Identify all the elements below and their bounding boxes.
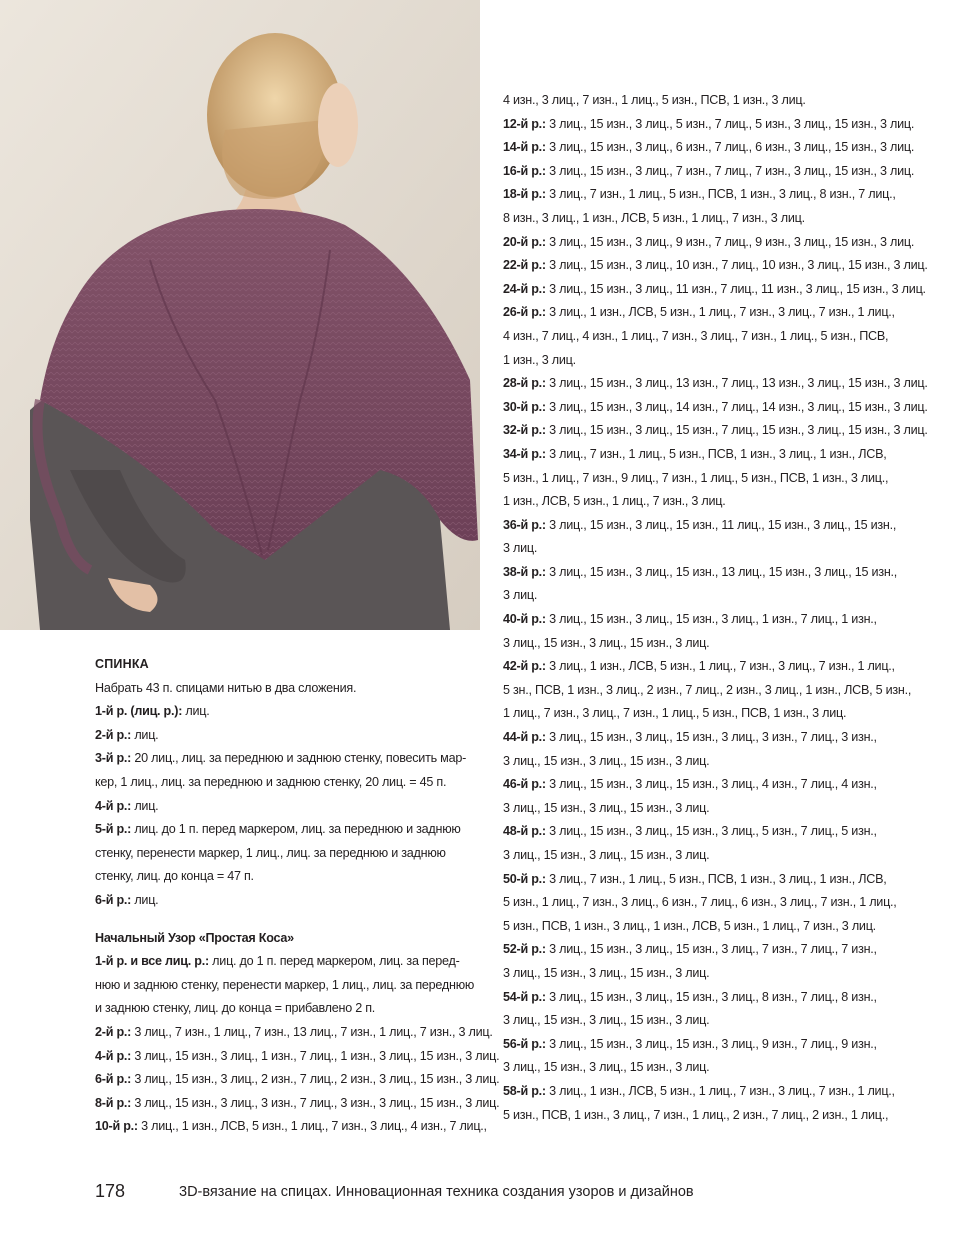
row-text: лиц. xyxy=(131,727,159,742)
instruction-line xyxy=(503,113,915,137)
row-label: 10-й р.: xyxy=(95,1119,138,1134)
row-label: 32-й р.: xyxy=(503,423,546,438)
row-text: 3 лиц., 1 изн., ЛСВ, 5 изн., 1 лиц., 7 изн., 3 лиц., 7 изн., 1 лиц., xyxy=(545,305,895,320)
model-photo xyxy=(0,0,480,630)
row-text: 3 лиц., 15 изн., 3 лиц., 15 изн., 7 лиц., 15 изн., 3 лиц., 15 изн., 3 лиц. xyxy=(545,423,928,438)
instruction-line xyxy=(503,278,926,302)
row-label: 14-й р.: xyxy=(503,140,546,155)
instruction-line xyxy=(95,700,480,724)
instruction-line xyxy=(503,372,928,396)
row-text: 3 лиц. xyxy=(503,588,538,603)
row-text: 3 лиц., 15 изн., 3 лиц., 14 изн., 7 лиц., 14 изн., 3 лиц., 15 изн., 3 лиц. xyxy=(545,399,928,414)
row-label: 48-й р.: xyxy=(503,824,546,839)
instruction-line xyxy=(95,818,480,842)
row-label: 30-й р.: xyxy=(503,399,546,414)
instruction-line xyxy=(503,514,903,538)
row-text: 5 изн., 1 лиц., 7 изн., 9 лиц., 7 изн., 1 лиц., 5 изн., ПСВ, 1 изн., 3 лиц., xyxy=(503,470,889,485)
row-label: 38-й р.: xyxy=(503,564,546,579)
row-text: 3 лиц., 15 изн., 3 лиц., 15 изн., 3 лиц., 1 изн., 7 лиц., 1 изн., xyxy=(545,612,877,627)
row-text: нюю и заднюю стенку, перенести маркер, 1 лиц., лиц. за переднюю xyxy=(95,977,475,992)
row-text: 3 лиц., 15 изн., 3 лиц., 15 изн., 3 лиц., 5 изн., 7 лиц., 5 изн., xyxy=(545,824,877,839)
instruction-line xyxy=(95,889,480,913)
instruction-line xyxy=(503,254,928,278)
book-title: 3D-вязание на спицах. Инновационная техника создания узоров и дизайнов xyxy=(179,1184,694,1200)
continued-instructions-list xyxy=(503,89,928,1127)
instruction-line xyxy=(503,561,903,585)
instruction-line xyxy=(95,1045,500,1069)
instruction-line xyxy=(503,349,903,373)
row-text: 3 лиц., 15 изн., 3 лиц., 15 изн., 3 лиц. xyxy=(503,965,710,980)
row-label: 22-й р.: xyxy=(503,258,546,273)
instruction-line xyxy=(503,915,903,939)
instruction-line xyxy=(503,467,903,491)
row-text: 3 лиц., 15 изн., 3 лиц., 5 изн., 7 лиц., 5 изн., 3 лиц., 15 изн., 3 лиц. xyxy=(545,116,915,131)
instruction-line xyxy=(503,726,903,750)
row-text: лиц. xyxy=(131,798,159,813)
instruction-line xyxy=(503,183,903,207)
row-text: 3 лиц., 15 изн., 3 лиц., 15 изн., 3 лиц. xyxy=(503,753,710,768)
row-text: 3 лиц., 15 изн., 3 лиц., 2 изн., 7 лиц., 2 изн., 3 лиц., 15 изн., 3 лиц. xyxy=(131,1072,500,1087)
row-label: 52-й р.: xyxy=(503,942,546,957)
instruction-line xyxy=(503,773,903,797)
instruction-line xyxy=(503,891,903,915)
row-label: 2-й р.: xyxy=(95,727,132,742)
row-text: 3 лиц., 15 изн., 3 лиц., 15 изн., 3 лиц., 8 изн., 7 лиц., 8 изн., xyxy=(545,989,877,1004)
instruction-line xyxy=(503,820,903,844)
instruction-line xyxy=(95,1092,500,1116)
row-text: 3 лиц., 15 изн., 3 лиц., 9 изн., 7 лиц., 9 изн., 3 лиц., 15 изн., 3 лиц. xyxy=(545,234,915,249)
instruction-line xyxy=(503,986,903,1010)
row-text: 8 изн., 3 лиц., 1 изн., ЛСВ, 5 изн., 1 лиц., 7 изн., 3 лиц. xyxy=(503,210,805,225)
row-text: 3 лиц., 15 изн., 3 лиц., 6 изн., 7 лиц., 6 изн., 3 лиц., 15 изн., 3 лиц. xyxy=(545,140,915,155)
row-text: и заднюю стенку, лиц. до конца = прибавлено 2 п. xyxy=(95,1001,376,1016)
row-label: 46-й р.: xyxy=(503,777,546,792)
instruction-line xyxy=(503,655,903,679)
instruction-line xyxy=(95,1115,487,1139)
row-text: 4 изн., 3 лиц., 7 изн., 1 лиц., 5 изн., ПСВ, 1 изн., 3 лиц. xyxy=(503,93,806,107)
instruction-line xyxy=(503,1056,903,1080)
instruction-line xyxy=(503,1009,903,1033)
row-text: 3 лиц., 15 изн., 3 лиц., 15 изн., 3 лиц., 9 изн., 7 лиц., 9 изн., xyxy=(545,1036,877,1051)
row-text: 3 лиц., 7 изн., 1 лиц., 7 изн., 13 лиц., 7 изн., 1 лиц., 7 изн., 3 лиц. xyxy=(131,1024,493,1039)
row-text: 20 лиц., лиц. за переднюю и заднюю стенку, повесить мар- xyxy=(131,751,467,766)
row-text: 3 лиц., 1 изн., ЛСВ, 5 изн., 1 лиц., 7 изн., 3 лиц., 7 изн., 1 лиц., xyxy=(545,1083,895,1098)
row-text: лиц. xyxy=(182,704,210,719)
row-text: 5 изн., 1 лиц., 7 изн., 3 лиц., 6 изн., 7 лиц., 6 изн., 3 лиц., 7 изн., 1 лиц., xyxy=(503,895,897,910)
row-text: 3 лиц., 15 изн., 3 лиц., 3 изн., 7 лиц., 3 изн., 3 лиц., 15 изн., 3 лиц. xyxy=(131,1095,500,1110)
row-text: 3 лиц., 1 изн., ЛСВ, 5 изн., 1 лиц., 7 изн., 3 лиц., 7 изн., 1 лиц., xyxy=(545,659,895,674)
row-text: стенку, перенести маркер, 1 лиц., лиц. за переднюю и заднюю xyxy=(95,845,446,860)
instruction-line xyxy=(95,1068,500,1092)
row-label: 28-й р.: xyxy=(503,376,546,391)
instruction-line xyxy=(95,974,480,998)
instruction-line xyxy=(95,747,480,771)
row-label: 4-й р.: xyxy=(95,1048,132,1063)
instruction-line xyxy=(503,301,903,325)
instruction-line xyxy=(503,443,903,467)
row-label: 8-й р.: xyxy=(95,1095,132,1110)
row-text: 3 лиц., 15 изн., 3 лиц., 15 изн., 3 лиц., 3 изн., 7 лиц., 3 изн., xyxy=(545,730,877,745)
row-label: 6-й р.: xyxy=(95,1072,132,1087)
row-text: 3 лиц. xyxy=(503,541,538,556)
row-label: 24-й р.: xyxy=(503,281,546,296)
left-text-column xyxy=(95,647,500,1139)
row-label: 16-й р.: xyxy=(503,163,546,178)
row-label: 12-й р.: xyxy=(503,116,546,131)
row-text: 3 лиц., 15 изн., 3 лиц., 15 изн., 11 лиц., 15 изн., 3 лиц., 15 изн., xyxy=(545,517,897,532)
instruction-line xyxy=(503,608,903,632)
row-text: 3 лиц., 7 изн., 1 лиц., 5 изн., ПСВ, 1 изн., 3 лиц., 1 изн., ЛСВ, xyxy=(545,871,887,886)
instruction-line xyxy=(95,950,480,974)
row-text: стенку, лиц. до конца = 47 п. xyxy=(95,869,254,884)
row-text: лиц. до 1 п. перед маркером, лиц. за перед- xyxy=(208,954,460,969)
instruction-line xyxy=(503,89,903,113)
row-text: 3 лиц., 15 изн., 3 лиц., 15 изн., 13 лиц., 15 изн., 3 лиц., 15 изн., xyxy=(545,564,898,579)
row-text: 5 изн., ПСВ, 1 изн., 3 лиц., 7 изн., 1 лиц., 2 изн., 7 лиц., 2 изн., 1 лиц., xyxy=(503,1107,889,1122)
instruction-line xyxy=(503,1080,903,1104)
instruction-line xyxy=(503,702,903,726)
instruction-line xyxy=(95,795,480,819)
instruction-line xyxy=(95,865,480,889)
row-text: 3 лиц., 15 изн., 3 лиц., 15 изн., 3 лиц., 7 изн., 7 лиц., 7 изн., xyxy=(545,942,877,957)
row-text: 1 лиц., 7 изн., 3 лиц., 7 изн., 1 лиц., 5 изн., ПСВ, 1 изн., 3 лиц. xyxy=(503,706,847,721)
row-text: 3 лиц., 15 изн., 3 лиц., 10 изн., 7 лиц., 10 изн., 3 лиц., 15 изн., 3 лиц. xyxy=(545,258,928,273)
instruction-line xyxy=(503,419,928,443)
row-label: 5-й р.: xyxy=(95,822,132,837)
row-text: кер, 1 лиц., лиц. за переднюю и заднюю стенку, 20 лиц. = 45 п. xyxy=(95,774,447,789)
instruction-line xyxy=(503,844,903,868)
right-text-column xyxy=(503,89,928,1127)
row-text: 1 изн., ЛСВ, 5 изн., 1 лиц., 7 изн., 3 лиц. xyxy=(503,494,726,509)
pattern-title: Начальный Узор «Простая Коса» xyxy=(95,930,294,945)
row-text: 4 изн., 7 лиц., 4 изн., 1 лиц., 7 изн., 3 лиц., 7 изн., 1 лиц., 5 изн., ПСВ, xyxy=(503,328,889,343)
row-text: 3 лиц., 15 изн., 3 лиц., 7 изн., 7 лиц., 7 изн., 3 лиц., 15 изн., 3 лиц. xyxy=(545,163,915,178)
instruction-line xyxy=(503,750,903,774)
row-label: 4-й р.: xyxy=(95,798,132,813)
instruction-line xyxy=(95,997,480,1021)
instruction-line xyxy=(95,771,480,795)
row-label: 1-й р. и все лиц. р.: xyxy=(95,954,209,969)
row-label: 34-й р.: xyxy=(503,446,546,461)
instruction-line xyxy=(503,962,903,986)
row-label: 42-й р.: xyxy=(503,659,546,674)
row-text: 3 лиц., 1 изн., ЛСВ, 5 изн., 1 лиц., 7 изн., 3 лиц., 4 изн., 7 лиц., xyxy=(137,1119,487,1134)
row-text: 3 лиц., 7 изн., 1 лиц., 5 изн., ПСВ, 1 изн., 3 лиц., 1 изн., ЛСВ, xyxy=(545,446,887,461)
instruction-line xyxy=(503,207,903,231)
row-label: 40-й р.: xyxy=(503,612,546,627)
row-text: 3 лиц., 15 изн., 3 лиц., 15 изн., 3 лиц., 4 изн., 7 лиц., 4 изн., xyxy=(545,777,877,792)
row-text: лиц. до 1 п. перед маркером, лиц. за переднюю и заднюю xyxy=(131,822,461,837)
instruction-line xyxy=(503,136,915,160)
row-label: 26-й р.: xyxy=(503,305,546,320)
instruction-line xyxy=(503,938,903,962)
row-text: 3 лиц., 15 изн., 3 лиц., 11 изн., 7 лиц., 11 изн., 3 лиц., 15 изн., 3 лиц. xyxy=(545,281,926,296)
row-text: 3 лиц., 15 изн., 3 лиц., 15 изн., 3 лиц. xyxy=(503,1013,710,1028)
section-title: СПИНКА xyxy=(95,657,149,671)
row-text: 3 лиц., 7 изн., 1 лиц., 5 изн., ПСВ, 1 изн., 3 лиц., 8 изн., 7 лиц., xyxy=(545,187,896,202)
instruction-line xyxy=(503,231,915,255)
instruction-line xyxy=(503,797,903,821)
row-label: 36-й р.: xyxy=(503,517,546,532)
row-text: 3 лиц., 15 изн., 3 лиц., 15 изн., 3 лиц. xyxy=(503,635,710,650)
instruction-line xyxy=(503,679,912,703)
page-number: 178 xyxy=(95,1181,126,1201)
row-label: 3-й р.: xyxy=(95,751,132,766)
row-label: 18-й р.: xyxy=(503,187,546,202)
row-label: 50-й р.: xyxy=(503,871,546,886)
row-label: 58-й р.: xyxy=(503,1083,546,1098)
row-text: 3 лиц., 15 изн., 3 лиц., 15 изн., 3 лиц. xyxy=(503,800,710,815)
row-text: 1 изн., 3 лиц. xyxy=(503,352,576,367)
page-footer xyxy=(95,1181,694,1202)
instruction-line xyxy=(503,1104,903,1128)
row-label: 2-й р.: xyxy=(95,1024,132,1039)
instruction-line xyxy=(503,490,903,514)
instruction-line xyxy=(503,1033,903,1057)
instruction-line xyxy=(503,537,903,561)
row-label: 54-й р.: xyxy=(503,989,546,1004)
instruction-line xyxy=(95,842,480,866)
row-label: 1-й р. (лиц. р.): xyxy=(95,704,183,719)
instruction-line xyxy=(503,584,903,608)
instruction-line xyxy=(503,325,903,349)
instruction-line xyxy=(503,396,928,420)
row-label: 44-й р.: xyxy=(503,730,546,745)
row-label: 6-й р.: xyxy=(95,892,132,907)
row-instructions-list xyxy=(95,700,480,912)
row-text: 3 лиц., 15 изн., 3 лиц., 1 изн., 7 лиц., 1 изн., 3 лиц., 15 изн., 3 лиц. xyxy=(131,1048,500,1063)
row-text: 3 лиц., 15 изн., 3 лиц., 13 изн., 7 лиц., 13 изн., 3 лиц., 15 изн., 3 лиц. xyxy=(545,376,928,391)
row-text: 3 лиц., 15 изн., 3 лиц., 15 изн., 3 лиц. xyxy=(503,1060,710,1075)
row-text: 5 изн., ПСВ, 1 изн., 3 лиц., 1 изн., ЛСВ, 5 изн., 1 лиц., 7 изн., 3 лиц. xyxy=(503,918,876,933)
row-text: 5 зн., ПСВ, 1 изн., 3 лиц., 2 изн., 7 лиц., 2 изн., 3 лиц., 1 изн., ЛСВ, 5 изн., xyxy=(503,682,912,697)
instruction-line xyxy=(95,1021,493,1045)
row-text: лиц. xyxy=(131,892,159,907)
intro-text: Набрать 43 п. спицами нитью в два сложения. xyxy=(95,680,357,695)
row-label: 56-й р.: xyxy=(503,1036,546,1051)
pattern-instructions-list xyxy=(95,950,500,1139)
row-label: 20-й р.: xyxy=(503,234,546,249)
instruction-line xyxy=(503,160,915,184)
instruction-line xyxy=(503,632,903,656)
row-text: 3 лиц., 15 изн., 3 лиц., 15 изн., 3 лиц. xyxy=(503,848,710,862)
instruction-line xyxy=(503,868,903,892)
instruction-line xyxy=(95,724,480,748)
